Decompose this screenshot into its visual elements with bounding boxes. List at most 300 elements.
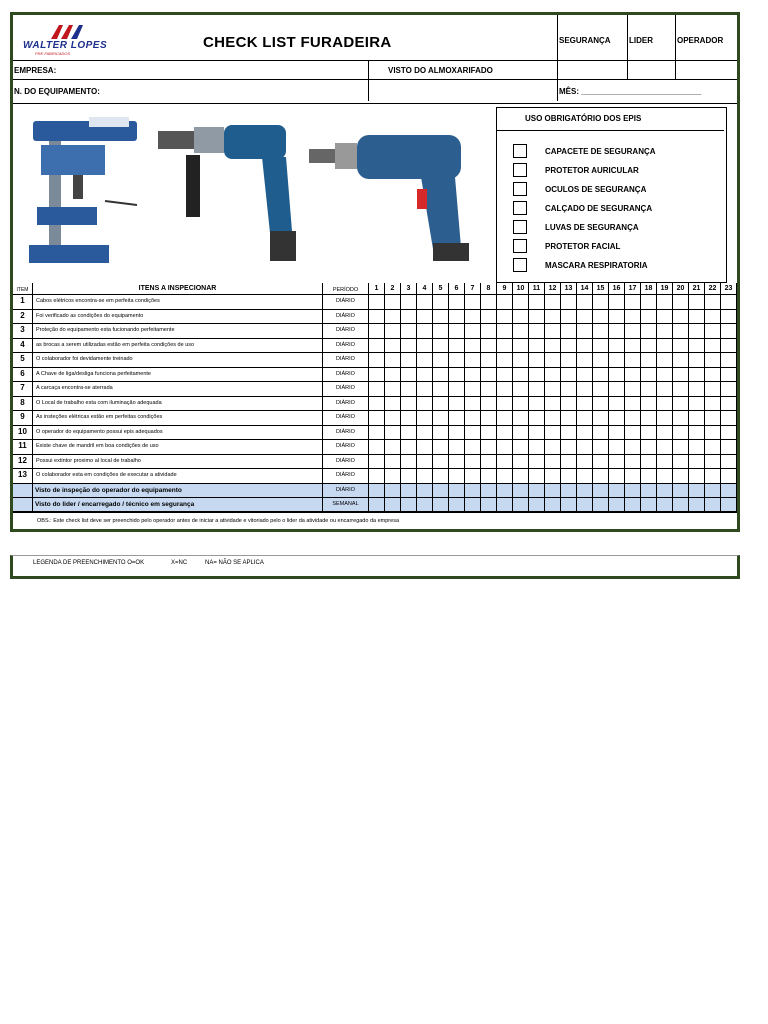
day-cell[interactable] bbox=[529, 310, 545, 325]
day-cell[interactable] bbox=[721, 455, 737, 470]
day-cell[interactable] bbox=[449, 353, 465, 368]
day-cell[interactable] bbox=[577, 353, 593, 368]
visto-day-cell[interactable] bbox=[545, 498, 561, 512]
day-cell[interactable] bbox=[449, 295, 465, 310]
day-cell[interactable] bbox=[577, 324, 593, 339]
day-cell[interactable] bbox=[385, 397, 401, 412]
day-cell[interactable] bbox=[673, 324, 689, 339]
day-cell[interactable] bbox=[689, 469, 705, 484]
day-cell[interactable] bbox=[529, 295, 545, 310]
day-cell[interactable] bbox=[721, 324, 737, 339]
day-cell[interactable] bbox=[401, 310, 417, 325]
day-cell[interactable] bbox=[417, 339, 433, 354]
day-cell[interactable] bbox=[497, 368, 513, 383]
day-cell[interactable] bbox=[513, 469, 529, 484]
day-cell[interactable] bbox=[465, 339, 481, 354]
day-cell[interactable] bbox=[465, 295, 481, 310]
visto-day-cell[interactable] bbox=[577, 498, 593, 512]
day-cell[interactable] bbox=[545, 455, 561, 470]
day-cell[interactable] bbox=[673, 368, 689, 383]
day-cell[interactable] bbox=[433, 469, 449, 484]
day-cell[interactable] bbox=[513, 368, 529, 383]
visto-day-cell[interactable] bbox=[433, 484, 449, 498]
day-cell[interactable] bbox=[401, 455, 417, 470]
day-cell[interactable] bbox=[369, 426, 385, 441]
day-cell[interactable] bbox=[529, 397, 545, 412]
day-cell[interactable] bbox=[577, 411, 593, 426]
day-cell[interactable] bbox=[433, 411, 449, 426]
visto-day-cell[interactable] bbox=[721, 498, 737, 512]
visto-day-cell[interactable] bbox=[625, 498, 641, 512]
day-cell[interactable] bbox=[689, 455, 705, 470]
visto-day-cell[interactable] bbox=[497, 484, 513, 498]
day-cell[interactable] bbox=[625, 324, 641, 339]
day-cell[interactable] bbox=[545, 310, 561, 325]
day-cell[interactable] bbox=[705, 310, 721, 325]
day-cell[interactable] bbox=[449, 382, 465, 397]
day-cell[interactable] bbox=[641, 411, 657, 426]
day-cell[interactable] bbox=[433, 440, 449, 455]
day-cell[interactable] bbox=[641, 382, 657, 397]
day-cell[interactable] bbox=[497, 339, 513, 354]
day-cell[interactable] bbox=[689, 353, 705, 368]
day-cell[interactable] bbox=[417, 353, 433, 368]
day-cell[interactable] bbox=[689, 324, 705, 339]
visto-day-cell[interactable] bbox=[721, 484, 737, 498]
day-cell[interactable] bbox=[673, 353, 689, 368]
day-cell[interactable] bbox=[481, 339, 497, 354]
day-cell[interactable] bbox=[497, 469, 513, 484]
day-cell[interactable] bbox=[657, 310, 673, 325]
day-cell[interactable] bbox=[513, 324, 529, 339]
day-cell[interactable] bbox=[449, 426, 465, 441]
day-cell[interactable] bbox=[689, 310, 705, 325]
visto-day-cell[interactable] bbox=[689, 484, 705, 498]
day-cell[interactable] bbox=[705, 397, 721, 412]
day-cell[interactable] bbox=[529, 411, 545, 426]
visto-day-cell[interactable] bbox=[513, 498, 529, 512]
day-cell[interactable] bbox=[657, 339, 673, 354]
day-cell[interactable] bbox=[513, 411, 529, 426]
day-cell[interactable] bbox=[497, 397, 513, 412]
day-cell[interactable] bbox=[417, 324, 433, 339]
day-cell[interactable] bbox=[593, 469, 609, 484]
day-cell[interactable] bbox=[385, 295, 401, 310]
day-cell[interactable] bbox=[593, 397, 609, 412]
day-cell[interactable] bbox=[641, 295, 657, 310]
day-cell[interactable] bbox=[641, 455, 657, 470]
day-cell[interactable] bbox=[609, 339, 625, 354]
day-cell[interactable] bbox=[545, 295, 561, 310]
day-cell[interactable] bbox=[481, 397, 497, 412]
day-cell[interactable] bbox=[625, 339, 641, 354]
day-cell[interactable] bbox=[545, 382, 561, 397]
day-cell[interactable] bbox=[497, 426, 513, 441]
day-cell[interactable] bbox=[513, 426, 529, 441]
day-cell[interactable] bbox=[449, 368, 465, 383]
day-cell[interactable] bbox=[625, 469, 641, 484]
day-cell[interactable] bbox=[593, 368, 609, 383]
day-cell[interactable] bbox=[657, 426, 673, 441]
day-cell[interactable] bbox=[641, 426, 657, 441]
day-cell[interactable] bbox=[721, 339, 737, 354]
day-cell[interactable] bbox=[721, 397, 737, 412]
day-cell[interactable] bbox=[465, 440, 481, 455]
day-cell[interactable] bbox=[657, 440, 673, 455]
day-cell[interactable] bbox=[673, 469, 689, 484]
day-cell[interactable] bbox=[401, 353, 417, 368]
visto-day-cell[interactable] bbox=[673, 498, 689, 512]
day-cell[interactable] bbox=[417, 382, 433, 397]
visto-day-cell[interactable] bbox=[673, 484, 689, 498]
epi-checkbox[interactable] bbox=[513, 163, 527, 177]
day-cell[interactable] bbox=[481, 382, 497, 397]
visto-day-cell[interactable] bbox=[705, 484, 721, 498]
epi-checkbox[interactable] bbox=[513, 201, 527, 215]
visto-day-cell[interactable] bbox=[497, 498, 513, 512]
day-cell[interactable] bbox=[497, 310, 513, 325]
visto-day-cell[interactable] bbox=[641, 484, 657, 498]
day-cell[interactable] bbox=[561, 353, 577, 368]
day-cell[interactable] bbox=[561, 397, 577, 412]
day-cell[interactable] bbox=[513, 353, 529, 368]
day-cell[interactable] bbox=[577, 382, 593, 397]
visto-day-cell[interactable] bbox=[641, 498, 657, 512]
visto-day-cell[interactable] bbox=[529, 484, 545, 498]
day-cell[interactable] bbox=[465, 397, 481, 412]
day-cell[interactable] bbox=[513, 440, 529, 455]
day-cell[interactable] bbox=[513, 455, 529, 470]
day-cell[interactable] bbox=[593, 440, 609, 455]
day-cell[interactable] bbox=[561, 411, 577, 426]
day-cell[interactable] bbox=[545, 339, 561, 354]
day-cell[interactable] bbox=[385, 368, 401, 383]
day-cell[interactable] bbox=[577, 426, 593, 441]
day-cell[interactable] bbox=[705, 411, 721, 426]
day-cell[interactable] bbox=[593, 353, 609, 368]
day-cell[interactable] bbox=[497, 324, 513, 339]
day-cell[interactable] bbox=[481, 411, 497, 426]
day-cell[interactable] bbox=[561, 426, 577, 441]
day-cell[interactable] bbox=[497, 455, 513, 470]
day-cell[interactable] bbox=[465, 353, 481, 368]
day-cell[interactable] bbox=[449, 440, 465, 455]
day-cell[interactable] bbox=[561, 339, 577, 354]
day-cell[interactable] bbox=[385, 411, 401, 426]
day-cell[interactable] bbox=[641, 469, 657, 484]
day-cell[interactable] bbox=[689, 426, 705, 441]
day-cell[interactable] bbox=[513, 382, 529, 397]
epi-checkbox[interactable] bbox=[513, 182, 527, 196]
day-cell[interactable] bbox=[465, 382, 481, 397]
day-cell[interactable] bbox=[673, 455, 689, 470]
visto-day-cell[interactable] bbox=[561, 498, 577, 512]
day-cell[interactable] bbox=[609, 440, 625, 455]
day-cell[interactable] bbox=[673, 440, 689, 455]
day-cell[interactable] bbox=[401, 397, 417, 412]
day-cell[interactable] bbox=[417, 440, 433, 455]
day-cell[interactable] bbox=[625, 440, 641, 455]
day-cell[interactable] bbox=[481, 353, 497, 368]
day-cell[interactable] bbox=[689, 411, 705, 426]
day-cell[interactable] bbox=[385, 339, 401, 354]
day-cell[interactable] bbox=[625, 397, 641, 412]
visto-day-cell[interactable] bbox=[705, 498, 721, 512]
day-cell[interactable] bbox=[449, 411, 465, 426]
visto-day-cell[interactable] bbox=[449, 484, 465, 498]
day-cell[interactable] bbox=[465, 426, 481, 441]
visto-day-cell[interactable] bbox=[417, 484, 433, 498]
visto-day-cell[interactable] bbox=[689, 498, 705, 512]
day-cell[interactable] bbox=[689, 397, 705, 412]
day-cell[interactable] bbox=[417, 397, 433, 412]
day-cell[interactable] bbox=[577, 440, 593, 455]
day-cell[interactable] bbox=[593, 382, 609, 397]
day-cell[interactable] bbox=[657, 295, 673, 310]
day-cell[interactable] bbox=[417, 426, 433, 441]
day-cell[interactable] bbox=[625, 455, 641, 470]
day-cell[interactable] bbox=[545, 440, 561, 455]
day-cell[interactable] bbox=[433, 368, 449, 383]
day-cell[interactable] bbox=[721, 295, 737, 310]
day-cell[interactable] bbox=[609, 353, 625, 368]
day-cell[interactable] bbox=[705, 455, 721, 470]
visto-day-cell[interactable] bbox=[609, 498, 625, 512]
day-cell[interactable] bbox=[385, 469, 401, 484]
day-cell[interactable] bbox=[369, 440, 385, 455]
day-cell[interactable] bbox=[657, 469, 673, 484]
day-cell[interactable] bbox=[689, 339, 705, 354]
day-cell[interactable] bbox=[433, 310, 449, 325]
day-cell[interactable] bbox=[401, 469, 417, 484]
day-cell[interactable] bbox=[369, 353, 385, 368]
day-cell[interactable] bbox=[609, 368, 625, 383]
day-cell[interactable] bbox=[385, 455, 401, 470]
day-cell[interactable] bbox=[497, 440, 513, 455]
day-cell[interactable] bbox=[529, 426, 545, 441]
day-cell[interactable] bbox=[481, 324, 497, 339]
day-cell[interactable] bbox=[577, 310, 593, 325]
day-cell[interactable] bbox=[497, 295, 513, 310]
day-cell[interactable] bbox=[433, 397, 449, 412]
day-cell[interactable] bbox=[481, 310, 497, 325]
day-cell[interactable] bbox=[705, 382, 721, 397]
visto-day-cell[interactable] bbox=[545, 484, 561, 498]
day-cell[interactable] bbox=[449, 324, 465, 339]
day-cell[interactable] bbox=[593, 426, 609, 441]
day-cell[interactable] bbox=[625, 411, 641, 426]
day-cell[interactable] bbox=[641, 440, 657, 455]
day-cell[interactable] bbox=[369, 455, 385, 470]
day-cell[interactable] bbox=[545, 469, 561, 484]
day-cell[interactable] bbox=[721, 440, 737, 455]
day-cell[interactable] bbox=[609, 382, 625, 397]
day-cell[interactable] bbox=[529, 368, 545, 383]
day-cell[interactable] bbox=[417, 411, 433, 426]
day-cell[interactable] bbox=[369, 310, 385, 325]
day-cell[interactable] bbox=[641, 324, 657, 339]
day-cell[interactable] bbox=[481, 368, 497, 383]
day-cell[interactable] bbox=[641, 353, 657, 368]
day-cell[interactable] bbox=[609, 469, 625, 484]
visto-day-cell[interactable] bbox=[657, 484, 673, 498]
visto-day-cell[interactable] bbox=[385, 498, 401, 512]
day-cell[interactable] bbox=[417, 310, 433, 325]
day-cell[interactable] bbox=[401, 382, 417, 397]
day-cell[interactable] bbox=[545, 353, 561, 368]
day-cell[interactable] bbox=[609, 455, 625, 470]
day-cell[interactable] bbox=[481, 295, 497, 310]
day-cell[interactable] bbox=[657, 397, 673, 412]
day-cell[interactable] bbox=[689, 440, 705, 455]
day-cell[interactable] bbox=[657, 353, 673, 368]
day-cell[interactable] bbox=[673, 397, 689, 412]
day-cell[interactable] bbox=[705, 295, 721, 310]
day-cell[interactable] bbox=[417, 368, 433, 383]
day-cell[interactable] bbox=[465, 469, 481, 484]
day-cell[interactable] bbox=[673, 310, 689, 325]
day-cell[interactable] bbox=[513, 295, 529, 310]
visto-day-cell[interactable] bbox=[401, 484, 417, 498]
day-cell[interactable] bbox=[593, 324, 609, 339]
day-cell[interactable] bbox=[401, 324, 417, 339]
day-cell[interactable] bbox=[369, 324, 385, 339]
day-cell[interactable] bbox=[369, 339, 385, 354]
day-cell[interactable] bbox=[433, 426, 449, 441]
day-cell[interactable] bbox=[705, 339, 721, 354]
day-cell[interactable] bbox=[481, 426, 497, 441]
day-cell[interactable] bbox=[705, 324, 721, 339]
day-cell[interactable] bbox=[609, 310, 625, 325]
day-cell[interactable] bbox=[369, 368, 385, 383]
day-cell[interactable] bbox=[721, 469, 737, 484]
day-cell[interactable] bbox=[577, 339, 593, 354]
day-cell[interactable] bbox=[497, 411, 513, 426]
day-cell[interactable] bbox=[433, 324, 449, 339]
day-cell[interactable] bbox=[641, 368, 657, 383]
day-cell[interactable] bbox=[705, 426, 721, 441]
visto-day-cell[interactable] bbox=[593, 484, 609, 498]
day-cell[interactable] bbox=[721, 368, 737, 383]
visto-day-cell[interactable] bbox=[433, 498, 449, 512]
day-cell[interactable] bbox=[593, 295, 609, 310]
day-cell[interactable] bbox=[385, 426, 401, 441]
epi-checkbox[interactable] bbox=[513, 220, 527, 234]
day-cell[interactable] bbox=[657, 368, 673, 383]
visto-day-cell[interactable] bbox=[481, 498, 497, 512]
day-cell[interactable] bbox=[481, 455, 497, 470]
visto-day-cell[interactable] bbox=[593, 498, 609, 512]
day-cell[interactable] bbox=[625, 382, 641, 397]
day-cell[interactable] bbox=[705, 469, 721, 484]
day-cell[interactable] bbox=[609, 295, 625, 310]
day-cell[interactable] bbox=[401, 295, 417, 310]
visto-day-cell[interactable] bbox=[625, 484, 641, 498]
day-cell[interactable] bbox=[561, 310, 577, 325]
visto-day-cell[interactable] bbox=[369, 498, 385, 512]
day-cell[interactable] bbox=[561, 382, 577, 397]
day-cell[interactable] bbox=[593, 339, 609, 354]
visto-day-cell[interactable] bbox=[657, 498, 673, 512]
day-cell[interactable] bbox=[609, 397, 625, 412]
day-cell[interactable] bbox=[561, 469, 577, 484]
day-cell[interactable] bbox=[481, 440, 497, 455]
day-cell[interactable] bbox=[401, 440, 417, 455]
day-cell[interactable] bbox=[545, 397, 561, 412]
day-cell[interactable] bbox=[641, 397, 657, 412]
day-cell[interactable] bbox=[561, 368, 577, 383]
day-cell[interactable] bbox=[577, 368, 593, 383]
day-cell[interactable] bbox=[433, 382, 449, 397]
day-cell[interactable] bbox=[497, 353, 513, 368]
day-cell[interactable] bbox=[433, 353, 449, 368]
day-cell[interactable] bbox=[513, 310, 529, 325]
day-cell[interactable] bbox=[577, 397, 593, 412]
day-cell[interactable] bbox=[417, 469, 433, 484]
day-cell[interactable] bbox=[449, 469, 465, 484]
day-cell[interactable] bbox=[385, 353, 401, 368]
visto-day-cell[interactable] bbox=[529, 498, 545, 512]
day-cell[interactable] bbox=[641, 310, 657, 325]
day-cell[interactable] bbox=[657, 382, 673, 397]
day-cell[interactable] bbox=[625, 295, 641, 310]
day-cell[interactable] bbox=[433, 339, 449, 354]
day-cell[interactable] bbox=[657, 411, 673, 426]
day-cell[interactable] bbox=[625, 310, 641, 325]
visto-day-cell[interactable] bbox=[385, 484, 401, 498]
day-cell[interactable] bbox=[673, 339, 689, 354]
day-cell[interactable] bbox=[593, 310, 609, 325]
day-cell[interactable] bbox=[577, 455, 593, 470]
visto-day-cell[interactable] bbox=[481, 484, 497, 498]
day-cell[interactable] bbox=[577, 295, 593, 310]
day-cell[interactable] bbox=[577, 469, 593, 484]
day-cell[interactable] bbox=[529, 339, 545, 354]
day-cell[interactable] bbox=[401, 368, 417, 383]
day-cell[interactable] bbox=[545, 368, 561, 383]
day-cell[interactable] bbox=[721, 382, 737, 397]
day-cell[interactable] bbox=[705, 368, 721, 383]
day-cell[interactable] bbox=[673, 382, 689, 397]
day-cell[interactable] bbox=[561, 455, 577, 470]
day-cell[interactable] bbox=[449, 339, 465, 354]
day-cell[interactable] bbox=[529, 353, 545, 368]
day-cell[interactable] bbox=[513, 397, 529, 412]
visto-day-cell[interactable] bbox=[513, 484, 529, 498]
day-cell[interactable] bbox=[417, 455, 433, 470]
epi-checkbox[interactable] bbox=[513, 258, 527, 272]
day-cell[interactable] bbox=[529, 469, 545, 484]
day-cell[interactable] bbox=[417, 295, 433, 310]
day-cell[interactable] bbox=[545, 324, 561, 339]
day-cell[interactable] bbox=[721, 310, 737, 325]
day-cell[interactable] bbox=[369, 411, 385, 426]
day-cell[interactable] bbox=[369, 469, 385, 484]
day-cell[interactable] bbox=[385, 324, 401, 339]
day-cell[interactable] bbox=[673, 295, 689, 310]
day-cell[interactable] bbox=[513, 339, 529, 354]
day-cell[interactable] bbox=[529, 440, 545, 455]
day-cell[interactable] bbox=[625, 368, 641, 383]
day-cell[interactable] bbox=[545, 426, 561, 441]
day-cell[interactable] bbox=[673, 426, 689, 441]
day-cell[interactable] bbox=[449, 397, 465, 412]
day-cell[interactable] bbox=[609, 411, 625, 426]
day-cell[interactable] bbox=[545, 411, 561, 426]
day-cell[interactable] bbox=[369, 382, 385, 397]
day-cell[interactable] bbox=[625, 426, 641, 441]
day-cell[interactable] bbox=[561, 440, 577, 455]
